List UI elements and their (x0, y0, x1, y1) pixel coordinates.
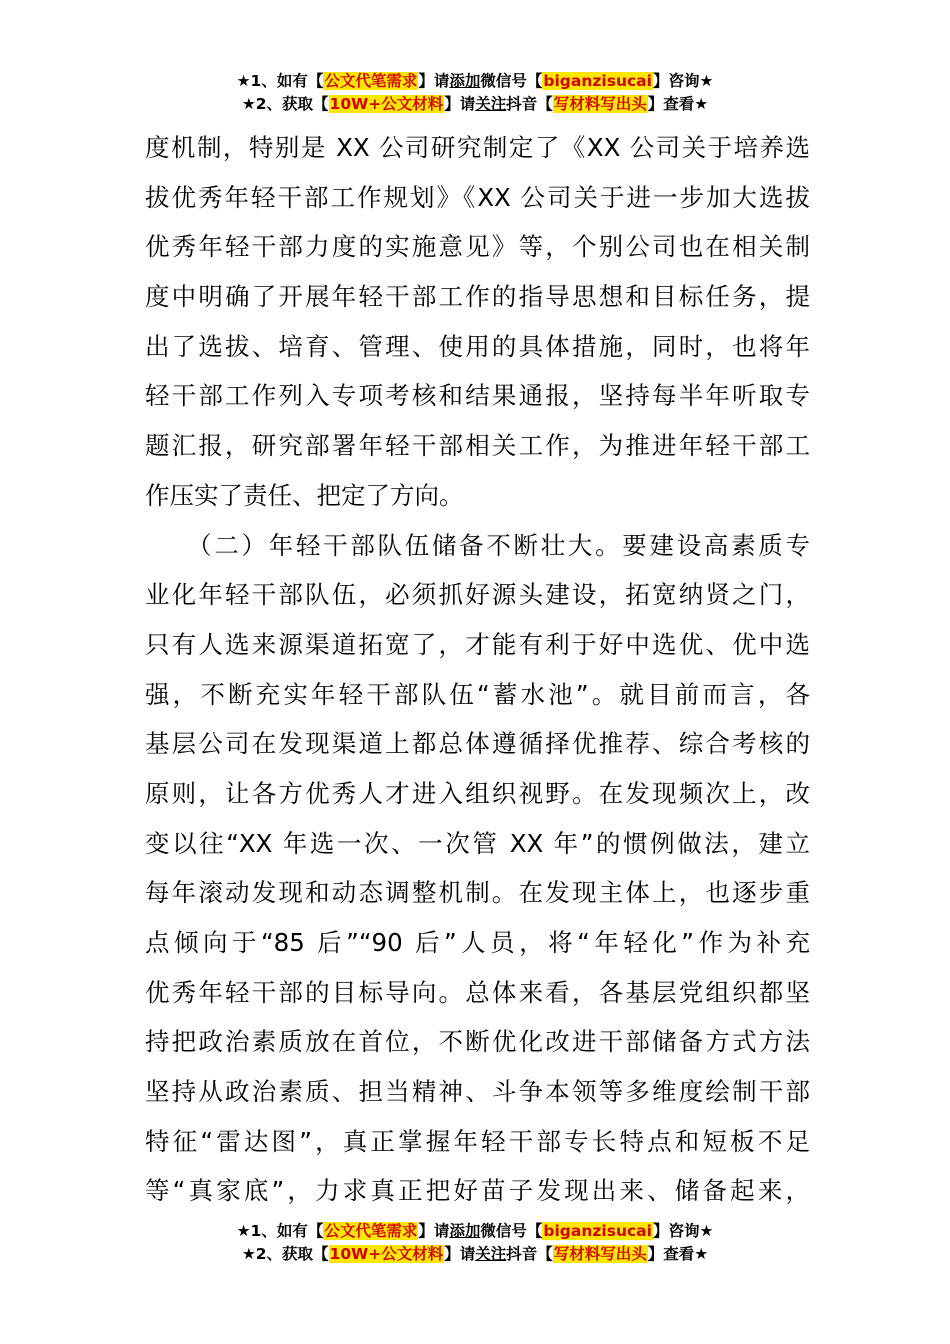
banner-highlight: 10W+公文材料 (329, 1245, 444, 1263)
banner-text: 】咨询★ (652, 1222, 714, 1240)
banner-text: 】请 (444, 1245, 476, 1263)
header-banner (0, 70, 950, 116)
footer-banner (0, 1220, 950, 1266)
banner-text: ★2、获取【 (241, 95, 329, 113)
banner-text: 】咨询★ (652, 72, 714, 90)
body-line: 每年滚动发现和动态调整机制。在发现主体上，也逐步重 (145, 878, 810, 908)
banner-text: 抖音【 (506, 1245, 553, 1263)
banner-line-2 (0, 1243, 950, 1266)
banner-highlight: 写材料写出头 (553, 95, 647, 113)
banner-text: ★2、获取【 (241, 1245, 329, 1263)
body-line: 特征“雷达图”，真正掌握年轻干部专长特点和短板不足 (145, 1126, 810, 1156)
banner-text: 】查看★ (647, 1245, 709, 1263)
body-line: 点倾向于“85 后”“90 后”人员，将“年轻化”作为补充 (145, 928, 810, 957)
section-heading-line: （二）年轻干部队伍储备不断壮大。要建设高素质专 (145, 530, 810, 560)
body-line: 坚持从政治素质、担当精神、斗争本领等多维度绘制干部 (145, 1077, 810, 1107)
banner-underline: 关注 (475, 95, 507, 113)
banner-text: 】查看★ (647, 95, 709, 113)
banner-highlight: 公文代笔需求 (324, 72, 418, 90)
body-line: 持把政治素质放在首位，不断优化改进干部储备方式方法 (145, 1027, 810, 1057)
banner-text: 抖音【 (506, 95, 553, 113)
banner-highlight: 公文代笔需求 (324, 1222, 418, 1240)
body-line: 题汇报，研究部署年轻干部相关工作，为推进年轻干部工 (145, 431, 810, 461)
banner-text: 】请 (444, 95, 476, 113)
banner-text: ★1、如有【 (236, 1222, 324, 1240)
document-body (145, 123, 810, 1216)
banner-highlight: 10W+公文材料 (329, 95, 444, 113)
body-line: 强，不断充实年轻干部队伍“蓄水池”。就目前而言，各 (145, 679, 810, 709)
body-line: 优秀年轻干部力度的实施意见》等，个别公司也在相关制 (145, 232, 810, 262)
body-line: 业化年轻干部队伍，必须抓好源头建设，拓宽纳贤之门， (145, 580, 810, 610)
banner-text: ★1、如有【 (236, 72, 324, 90)
banner-underline: 添加 (449, 72, 481, 90)
body-line: 度机制，特别是 XX 公司研究制定了《XX 公司关于培养选 (145, 133, 810, 162)
body-line: 度中明确了开展年轻干部工作的指导思想和目标任务，提 (145, 282, 810, 312)
banner-text: 微信号【 (480, 1222, 543, 1240)
banner-line-1 (0, 1220, 950, 1243)
banner-text: 微信号【 (480, 72, 543, 90)
body-line: 拔优秀年轻干部工作规划》《XX 公司关于进一步加大选拔 (145, 182, 810, 212)
banner-line-2 (0, 93, 950, 116)
body-line: 作压实了责任、把定了方向。 (145, 480, 464, 510)
body-line: 优秀年轻干部的目标导向。总体来看，各基层党组织都坚 (145, 977, 810, 1007)
body-line: 只有人选来源渠道拓宽了，才能有利于好中选优、优中选 (145, 629, 810, 659)
body-line: 基层公司在发现渠道上都总体遵循择优推荐、综合考核的 (145, 729, 810, 759)
banner-highlight: biganzisucai (543, 72, 652, 90)
body-line: 出了选拔、培育、管理、使用的具体措施，同时，也将年 (145, 331, 810, 361)
banner-line-1 (0, 70, 950, 93)
banner-text: 】请 (418, 72, 450, 90)
body-line: 原则，让各方优秀人才进入组织视野。在发现频次上，改 (145, 778, 810, 808)
banner-text: 】请 (418, 1222, 450, 1240)
body-line: 变以往“XX 年选一次、一次管 XX 年”的惯例做法，建立 (145, 828, 810, 858)
body-line: 轻干部工作列入专项考核和结果通报，坚持每半年听取专 (145, 381, 810, 411)
banner-highlight: 写材料写出头 (553, 1245, 647, 1263)
banner-underline: 关注 (475, 1245, 507, 1263)
banner-underline: 添加 (449, 1222, 481, 1240)
banner-highlight: biganzisucai (543, 1222, 652, 1240)
body-line: 等“真家底”，力求真正把好苗子发现出来、储备起来， (145, 1176, 810, 1206)
